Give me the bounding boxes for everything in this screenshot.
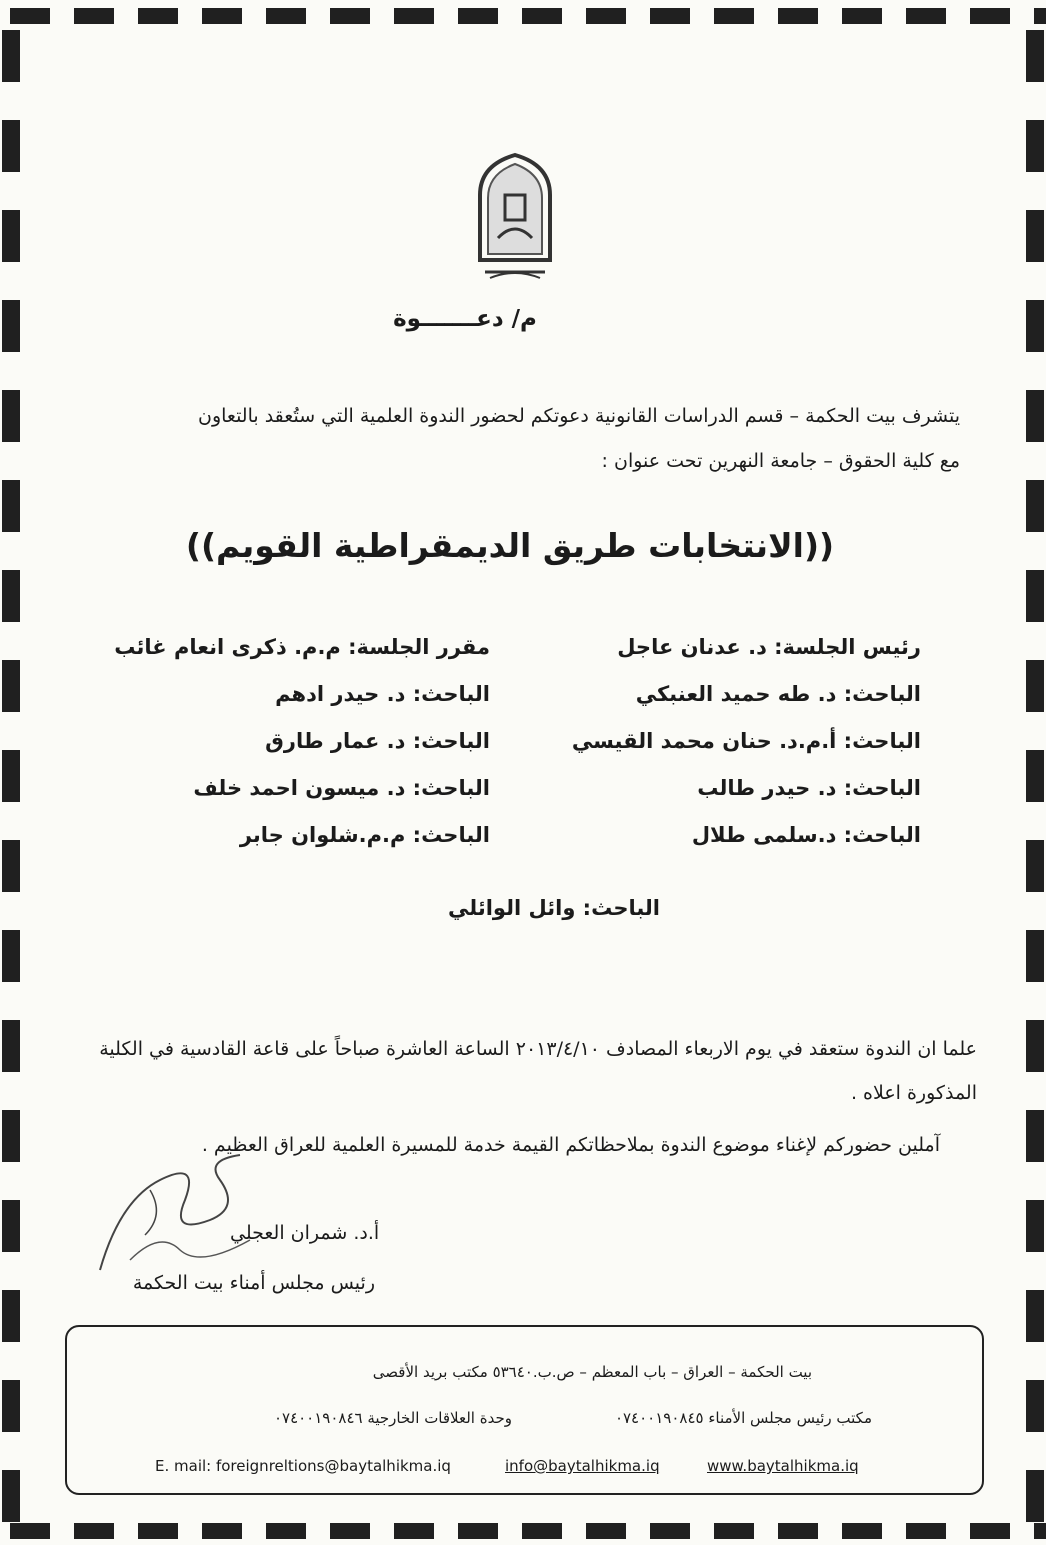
researcher-left-3: الباحث: د. ميسون احمد خلف xyxy=(193,776,490,800)
footer-email: E. mail: foreignreltions@baytalhikma.iq xyxy=(155,1457,451,1475)
frame-bar xyxy=(138,8,178,24)
session-chair: رئيس الجلسة: د. عدنان عاجل xyxy=(617,635,921,659)
researcher-right-1: الباحث: د. طه حميد العنبكي xyxy=(635,682,921,706)
frame-bar xyxy=(906,8,946,24)
frame-bar xyxy=(202,8,242,24)
frame-bar xyxy=(1026,1200,1044,1252)
frame-bar xyxy=(394,8,434,24)
bayt-al-hikma-logo xyxy=(470,150,560,285)
frame-bar xyxy=(1026,750,1044,802)
frame-bar xyxy=(2,120,20,172)
frame-bar xyxy=(586,8,626,24)
frame-bar xyxy=(2,30,20,82)
frame-bar xyxy=(2,1290,20,1342)
frame-bar xyxy=(2,660,20,712)
frame-bar xyxy=(1026,1470,1044,1522)
researcher-right-2: الباحث: أ.م.د. حنان محمد القيسي xyxy=(571,729,921,753)
intro-line-1: يتشرف بيت الحكمة – قسم الدراسات القانونية دعوتكم لحضور الندوة العلمية التي ستُعقد بالتعاون xyxy=(197,405,960,427)
researcher-left-2: الباحث: د. عمار طارق xyxy=(265,729,490,753)
frame-bar xyxy=(1026,30,1044,82)
frame-bar xyxy=(330,1523,370,1539)
frame-bar xyxy=(1026,840,1044,892)
frame-bar xyxy=(2,750,20,802)
frame-bar xyxy=(1026,1020,1044,1072)
researcher-right-4: الباحث: د.سلمى طلال xyxy=(691,823,921,847)
session-rapporteur: مقرر الجلسة: م.م. ذكرى انعام غائب xyxy=(114,635,490,659)
frame-bar xyxy=(1026,300,1044,352)
frame-bar xyxy=(970,8,1010,24)
frame-bar xyxy=(1026,660,1044,712)
frame-bar xyxy=(650,1523,690,1539)
seminar-time-note-cont: المذكورة اعلاه . xyxy=(850,1082,977,1104)
frame-bar xyxy=(2,1470,20,1522)
frame-bar xyxy=(2,210,20,262)
frame-bar xyxy=(714,1523,754,1539)
footer-foreign-relations: وحدة العلاقات الخارجية ٠٧٤٠٠١٩٠٨٤٦ xyxy=(273,1409,512,1427)
footer-website-link[interactable]: www.baytalhikma.iq xyxy=(707,1457,859,1475)
footer-chairman-office: مكتب رئيس مجلس الأمناء ٠٧٤٠٠١٩٠٨٤٥ xyxy=(614,1409,872,1427)
frame-bar xyxy=(74,1523,114,1539)
frame-bar xyxy=(1026,1290,1044,1342)
frame-bar xyxy=(2,390,20,442)
frame-bar xyxy=(2,570,20,622)
frame-bar xyxy=(906,1523,946,1539)
researcher-right-3: الباحث: د. حيدر طالب xyxy=(697,776,921,800)
frame-bar xyxy=(1026,480,1044,532)
signatory-name: أ.د. شمران العجلي xyxy=(230,1222,380,1244)
frame-bar xyxy=(714,8,754,24)
contact-footer xyxy=(65,1325,984,1495)
frame-bar xyxy=(522,8,562,24)
frame-bar xyxy=(74,8,114,24)
intro-line-2: مع كلية الحقوق – جامعة النهرين تحت عنوان : xyxy=(601,450,960,472)
frame-bar xyxy=(394,1523,434,1539)
footer-info-email-link[interactable]: info@baytalhikma.iq xyxy=(505,1457,660,1475)
frame-bar xyxy=(458,1523,498,1539)
frame-bar xyxy=(138,1523,178,1539)
frame-bar xyxy=(586,1523,626,1539)
frame-bar xyxy=(842,8,882,24)
frame-bar xyxy=(778,1523,818,1539)
frame-bar xyxy=(1034,8,1046,24)
frame-bar xyxy=(458,8,498,24)
frame-bar xyxy=(10,1523,50,1539)
frame-bar xyxy=(1026,120,1044,172)
seminar-title: ((الانتخابات طريق الديمقراطية القويم)) xyxy=(185,526,835,565)
frame-bar xyxy=(842,1523,882,1539)
frame-bar xyxy=(1026,570,1044,622)
frame-bar xyxy=(2,480,20,532)
researcher-left-1: الباحث: د. حيدر ادهم xyxy=(275,682,490,706)
frame-bar xyxy=(1026,930,1044,982)
frame-bar xyxy=(2,1380,20,1432)
frame-bar xyxy=(1026,1380,1044,1432)
frame-bar xyxy=(2,1110,20,1162)
frame-bar xyxy=(266,8,306,24)
frame-bar xyxy=(2,930,20,982)
researcher-left-4: الباحث: م.م.شلوان جابر xyxy=(239,823,490,847)
handwritten-signature xyxy=(90,1140,270,1280)
seminar-time-note: علما ان الندوة ستعقد في يوم الاربعاء المصادف ٢٠١٣/٤/١٠ الساعة العاشرة صباحاً على قاعة القادسية في الكلية xyxy=(99,1038,977,1060)
frame-bar xyxy=(2,1020,20,1072)
footer-address: بيت الحكمة – العراق – باب المعظم – ص.ب.٥٣٦٤٠ مكتب بريد الأقصى xyxy=(372,1363,812,1381)
frame-bar xyxy=(778,8,818,24)
frame-bar xyxy=(1034,1523,1046,1539)
frame-bar xyxy=(650,8,690,24)
frame-bar xyxy=(266,1523,306,1539)
frame-bar xyxy=(2,840,20,892)
researcher-last: الباحث: وائل الوائلي xyxy=(448,896,660,920)
frame-bar xyxy=(2,300,20,352)
frame-bar xyxy=(1026,390,1044,442)
frame-bar xyxy=(1026,210,1044,262)
frame-bar xyxy=(10,8,50,24)
document-reference: م/ دعـــــــوة xyxy=(393,306,537,332)
closing-remark: آملين حضوركم لإغناء موضوع الندوة بملاحظاتكم القيمة خدمة للمسيرة العلمية للعراق العظيم . xyxy=(201,1134,940,1156)
frame-bar xyxy=(2,1200,20,1252)
frame-bar xyxy=(330,8,370,24)
signatory-title: رئيس مجلس أمناء بيت الحكمة xyxy=(132,1272,375,1294)
frame-bar xyxy=(1026,1110,1044,1162)
frame-bar xyxy=(522,1523,562,1539)
frame-bar xyxy=(970,1523,1010,1539)
frame-bar xyxy=(202,1523,242,1539)
